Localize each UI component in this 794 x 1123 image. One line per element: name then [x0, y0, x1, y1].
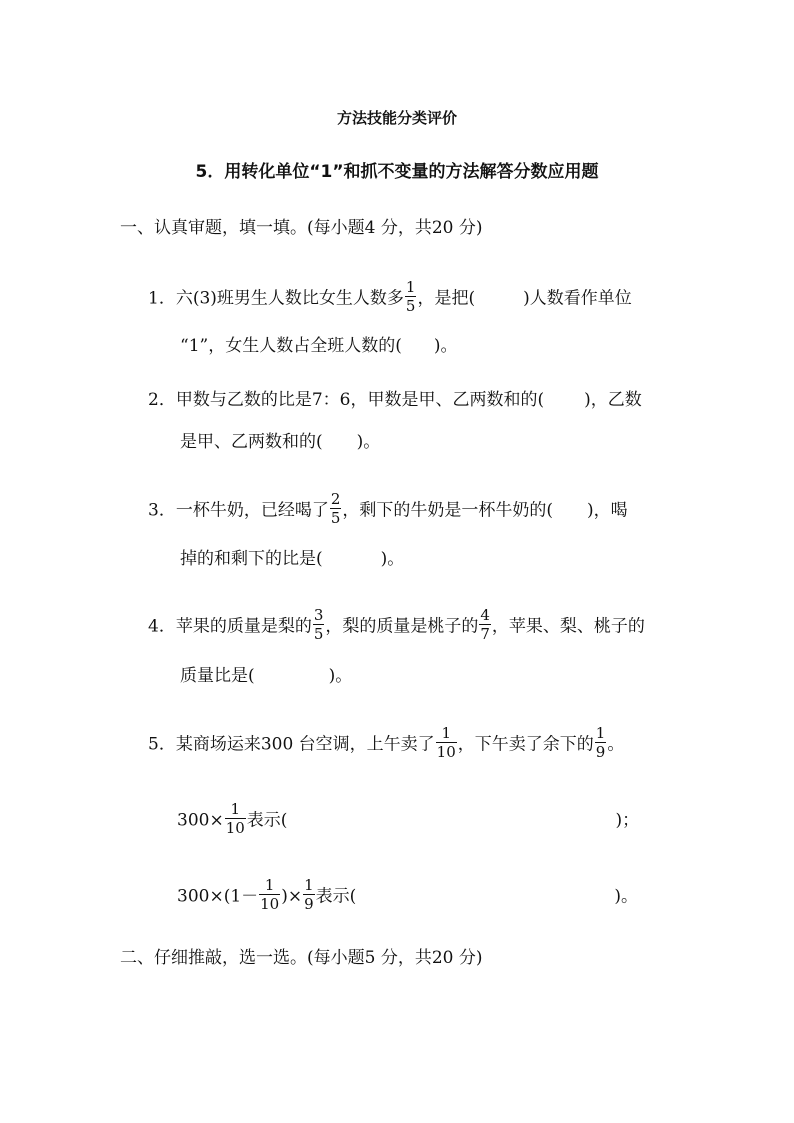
q5-fraction-2-denominator: 9 [595, 743, 606, 761]
question-1-line-1 [148, 278, 632, 316]
question-4-line-1 [148, 606, 645, 644]
q4-fraction-1-numerator: 3 [313, 606, 324, 624]
q4-fraction-2-numerator: 4 [480, 606, 490, 624]
q3-fraction-denominator: 5 [330, 509, 341, 527]
q4-line2-text: 质量比是( [180, 666, 255, 686]
q5-expr1-fraction [225, 802, 246, 836]
question-5-expression-2 [177, 876, 638, 914]
q5-text-b: ，下午卖了余下的 [457, 734, 594, 755]
q1-line2-end: )。 [433, 336, 458, 356]
q5-expr2-fraction-2 [303, 878, 315, 912]
question-5-line-1 [148, 724, 625, 762]
q5-fraction-1 [436, 726, 457, 760]
q5-text-a: 5．某商场运来300 台空调，上午卖了 [148, 734, 435, 755]
q3-text-c: )，喝 [587, 500, 628, 521]
q5-expr1-end: )； [615, 810, 640, 831]
q1-text-a: 1．六(3)班男生人数比女生人数多 [148, 288, 404, 309]
q1-line2-text: “1”，女生人数占全班人数的( [180, 336, 402, 356]
q4-fraction-1 [313, 608, 325, 642]
q4-text-c: ，苹果、梨、桃子的 [491, 616, 645, 637]
q3-text-a: 3．一杯牛奶，已经喝了 [148, 500, 329, 521]
q1-fraction-denominator: 5 [405, 297, 416, 315]
q1-text-b: ，是把( [417, 288, 476, 309]
q2-line2-end: )。 [356, 432, 381, 452]
q4-fraction-2 [479, 608, 491, 642]
q2-line2-text: 是甲、乙两数和的( [180, 432, 323, 452]
q2-text-a: 2．甲数与乙数的比是7：6，甲数是甲、乙两数和的( [148, 390, 545, 410]
q5-expr2-fraction-1 [259, 878, 280, 912]
q5-expr2-text-b: )× [281, 886, 303, 907]
q5-expr2-end: )。 [614, 886, 638, 907]
q3-fraction [330, 492, 342, 526]
q5-expr2-fraction-2-denominator: 9 [304, 895, 314, 913]
q4-fraction-2-denominator: 7 [480, 625, 490, 643]
q5-expr1-text-a: 300× [177, 810, 224, 831]
q4-line2-end: )。 [328, 666, 353, 686]
q5-expr2-text-c: 表示( [315, 886, 357, 907]
q5-expr2-fraction-2-numerator: 1 [304, 876, 314, 894]
q3-line2-end: )。 [380, 549, 405, 569]
q5-expr2-fraction-1-denominator: 10 [260, 895, 280, 913]
q4-fraction-1-denominator: 5 [313, 625, 324, 643]
question-4-line-2 [180, 664, 352, 688]
q3-text-b: ，剩下的牛奶是一杯牛奶的( [342, 500, 554, 521]
question-3-line-1 [148, 490, 628, 528]
q5-fraction-2-numerator: 1 [595, 724, 606, 742]
category-title: 方法技能分类评价 [336, 109, 457, 127]
q1-fraction [405, 280, 417, 314]
section-title: 5．用转化单位“1”和抓不变量的方法解答分数应用题 [195, 162, 599, 182]
part1-heading: 一、认真审题，填一填。(每小题4 分，共20 分) [120, 218, 483, 238]
q1-text-c: )人数看作单位 [523, 288, 632, 309]
q5-text-c: 。 [607, 734, 625, 755]
q4-text-a: 4．苹果的质量是梨的 [148, 616, 312, 637]
q1-fraction-numerator: 1 [405, 278, 416, 296]
question-2-line-1 [148, 388, 642, 412]
q2-text-b: )，乙数 [584, 390, 642, 410]
q5-expr1-text-b: 表示( [246, 810, 288, 831]
q5-expr1-fraction-denominator: 10 [225, 819, 245, 837]
q5-expr2-fraction-1-numerator: 1 [259, 878, 280, 895]
q5-fraction-1-denominator: 10 [436, 743, 456, 761]
question-5-expression-1 [177, 800, 640, 838]
q5-fraction-2 [595, 726, 607, 760]
q5-expr2-text-a: 300×(1－ [177, 886, 259, 907]
q5-fraction-1-numerator: 1 [436, 726, 457, 743]
q3-line2-text: 掉的和剩下的比是( [180, 549, 323, 569]
q3-fraction-numerator: 2 [330, 490, 341, 508]
question-1-line-2 [180, 334, 457, 358]
q4-text-b: ，梨的质量是桃子的 [325, 616, 479, 637]
q5-expr1-fraction-numerator: 1 [225, 802, 246, 819]
question-3-line-2 [180, 547, 404, 571]
part2-heading: 二、仔细推敲，选一选。(每小题5 分，共20 分) [120, 948, 483, 968]
question-2-line-2 [180, 430, 380, 454]
